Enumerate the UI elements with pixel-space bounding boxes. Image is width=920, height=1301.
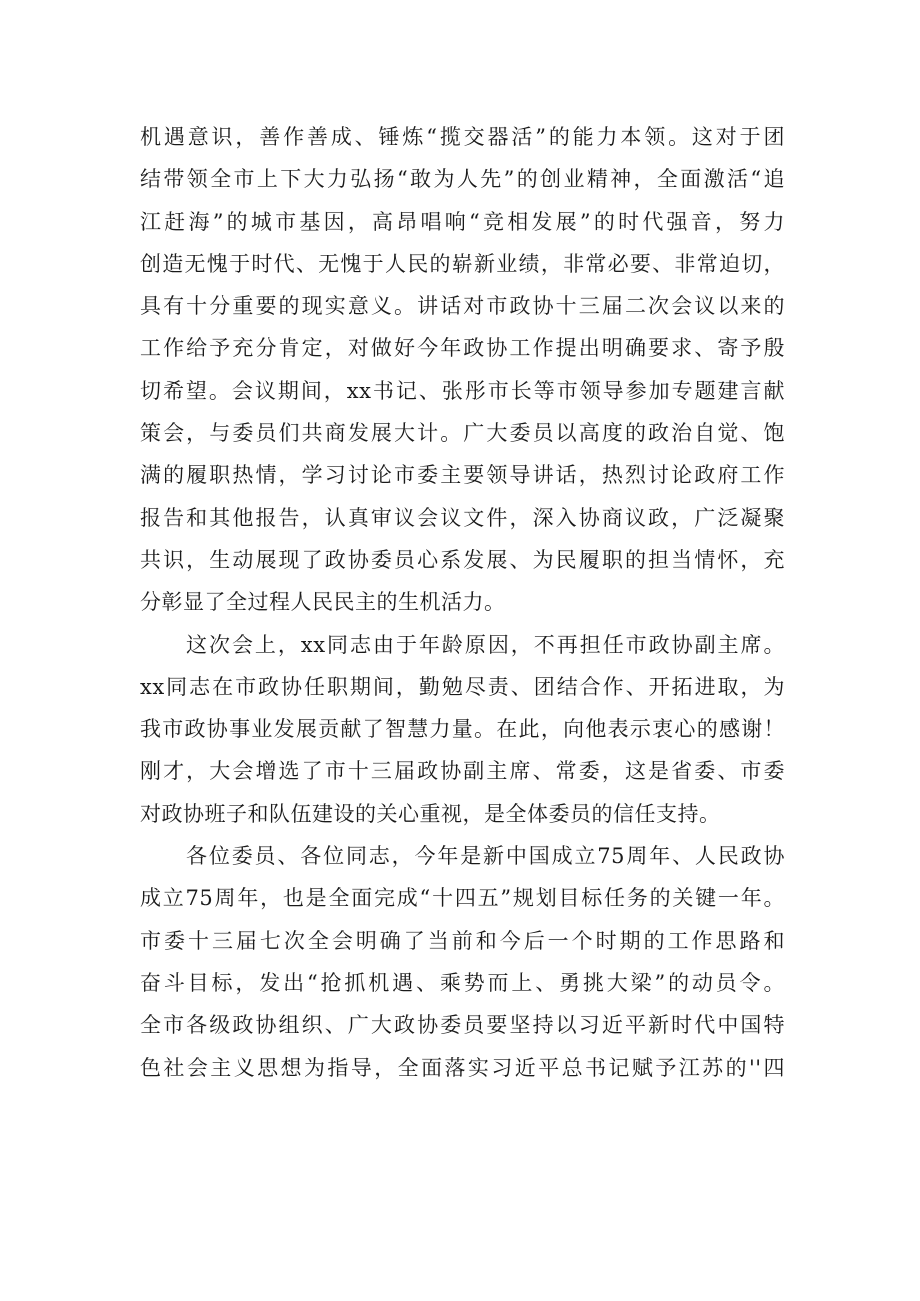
paragraph-1-line-4: 创造无愧于时代、无愧于人民的崭新业绩，非常必要、非常迫切， (140, 251, 785, 276)
paragraph-1-line-5: 具有十分重要的现实意义。讲话对市政协十三届二次会议以来的 (140, 294, 785, 319)
paragraph-2-line-3: 我市政协事业发展贡献了智慧力量。在此，向他表示衷心的感谢！ (140, 717, 785, 742)
paragraph-2-line-4: 刚才，大会增选了市十三届政协副主席、常委，这是省委、市委 (140, 759, 785, 784)
paragraph-1-line-6: 工作给予充分肯定，对做好今年政协工作提出明确要求、寄予殷 (140, 336, 785, 361)
paragraph-1-line-1: 机遇意识，善作善成、锤炼“揽交器活”的能力本领。这对于团 (140, 125, 785, 149)
paragraph-1-line-3: 江赶海”的城市基因，高昂唱响“竞相发展”的时代强音，努力 (140, 209, 785, 234)
paragraph-3-line-5: 全市各级政协组织、广大政协委员要坚持以习近平新时代中国特 (140, 1013, 785, 1038)
paragraph-2-line-2: xx同志在市政协任职期间，勤勉尽责、团结合作、开拓进取，为 (140, 674, 785, 699)
paragraph-2-line-5: 对政协班子和队伍建设的关心重视，是全体委员的信任支持。 (140, 801, 721, 826)
paragraph-1-line-7: 切希望。会议期间，xx书记、张彤市长等市领导参加专题建言献 (140, 378, 785, 403)
paragraph-3-line-2: 成立75周年，也是全面完成“十四五”规划目标任务的关键一年。 (140, 886, 785, 911)
paragraph-1-line-8: 策会，与委员们共商发展大计。广大委员以高度的政治自觉、饱 (140, 421, 785, 446)
paragraph-1-line-12: 分彰显了全过程人民民主的生机活力。 (140, 590, 506, 615)
document-body (140, 116, 785, 1089)
paragraph-1-line-2: 结带领全市上下大力弘扬“敢为人先”的创业精神，全面激活“追 (140, 167, 785, 192)
paragraph-1-line-11: 共识，生动展现了政协委员心系发展、为民履职的担当情怀，充 (140, 547, 785, 572)
paragraph-2-line-1: 这次会上，xx同志由于年龄原因，不再担任市政协副主席。 (186, 632, 785, 657)
paragraph-3-line-6: 色社会主义思想为指导，全面落实习近平总书记赋予江苏的''四 (140, 1055, 785, 1080)
paragraph-3-line-1: 各位委员、各位同志，今年是新中国成立75周年、人民政协 (186, 844, 785, 869)
paragraph-3-line-3: 市委十三届七次全会明确了当前和今后一个时期的工作思路和 (140, 928, 785, 953)
paragraph-1-line-10: 报告和其他报告，认真审议会议文件，深入协商议政，广泛凝聚 (140, 505, 785, 530)
paragraph-1-line-9: 满的履职热情，学习讨论市委主要领导讲话，热烈讨论政府工作 (140, 463, 785, 488)
paragraph-3-line-4: 奋斗目标，发出“抢抓机遇、乘势而上、勇挑大梁”的动员令。 (140, 970, 785, 995)
